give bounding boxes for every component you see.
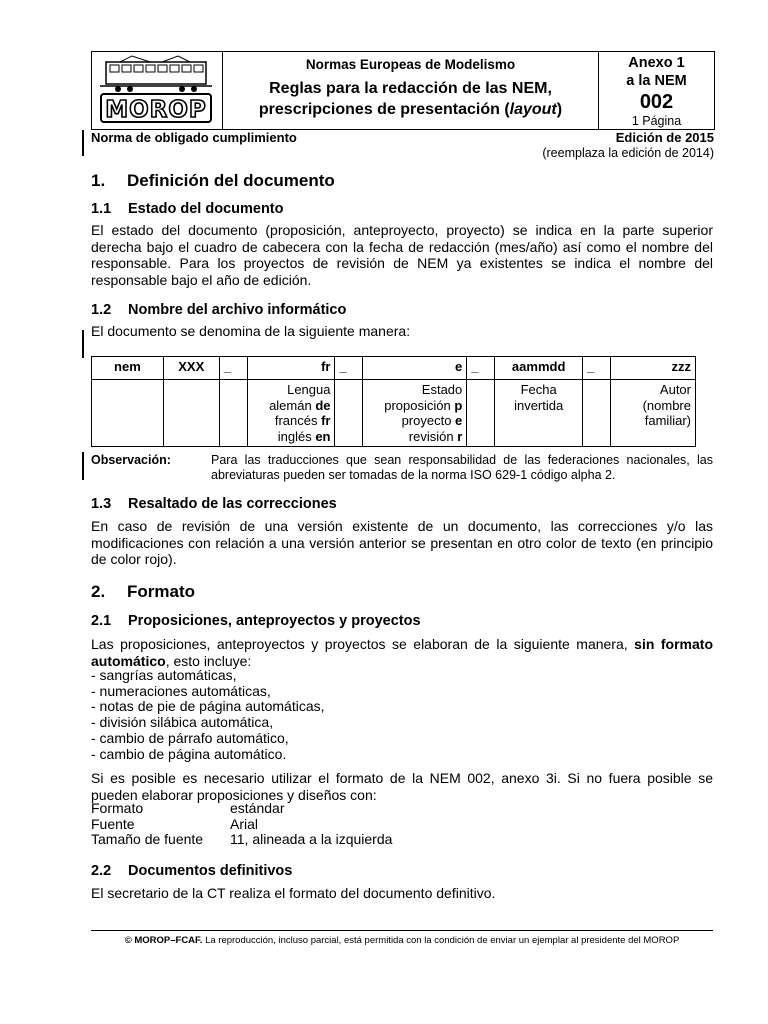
table-header-cell: aammdd (495, 357, 583, 380)
table-header-cell: fr (247, 357, 335, 380)
section-1-2-text: El documento se denomina de la siguiente manera: (91, 323, 411, 339)
table-header-cell: _ (219, 357, 247, 380)
table-header-cell: zzz (611, 357, 696, 380)
section-1-1-heading: 1.1 Estado del documento (91, 201, 284, 217)
logo-text: MOROP (105, 97, 207, 123)
replaces-label: (reemplaza la edición de 2014) (542, 146, 714, 160)
table-header-cell: _ (583, 357, 611, 380)
footer-owner: © MOROP–FCAF. (124, 935, 203, 946)
title-line-2: prescripciones de presentación (layout) (258, 101, 563, 118)
section-1-3-text: En caso de revisión de una versión existente de un documento, las correcciones y/o las modificaciones con relación a una versión anterior se presentan en otro color de texto (en principio de color rojo). (91, 518, 713, 567)
title-cell (223, 52, 599, 129)
change-bar (82, 130, 84, 156)
change-bar (82, 452, 84, 480)
footer-copyright (91, 935, 713, 946)
section-2-2-text: El secretario de la CT realiza el formato del documento definitivo. (91, 885, 496, 901)
no-autoformat-emphasis: sin formato automático (91, 636, 713, 669)
annex-target: a la NEM (626, 73, 687, 89)
annex-label: Anexo 1 (628, 55, 685, 71)
section-1-3-heading: 1.3 Resaltado de las correcciones (91, 496, 337, 512)
date-cell: Fecha invertida (495, 380, 583, 447)
title-line-1: Reglas para la redacción de las NEM, (269, 80, 552, 97)
observation-text: Para las traducciones que sean responsabilidad de las federaciones nacionales, las abreviaturas pueden ser tomadas de la norma ISO 629-1 código alpha 2. (211, 453, 713, 482)
table-header-row (92, 357, 696, 380)
header-box (91, 51, 715, 130)
standards-subtitle: Normas Europeas de Modelismo (305, 57, 516, 72)
table-header-cell: nem (92, 357, 164, 380)
change-bar (82, 330, 84, 358)
section-2-heading: 2. Formato (91, 582, 195, 601)
author-cell: Autor (nombre familiar) (611, 380, 696, 447)
language-cell: Lengua alemán de francés fr inglés en (247, 380, 335, 447)
footer-text: La reproducción, incluso parcial, está permitida con la condición de enviar un ejemplar al presidente del MOROP (202, 935, 680, 946)
section-2-1-heading: 2.1 Proposiciones, anteproyectos y proyectos (91, 613, 421, 629)
section-2-1-intro: Las proposiciones, anteproyectos y proyectos se elaboran de la siguiente manera, sin formato automático, esto incluye: (91, 636, 713, 669)
section-2-1-format-text: Si es posible es necesario utilizar el formato de la NEM 002, anexo 3i. Si no fuera posible se pueden elaborar proposiciones y diseños con: (91, 770, 713, 803)
list-item: - cambio de párrafo automático, (91, 729, 289, 746)
filename-table (91, 356, 696, 447)
list-item: - numeraciones automáticas, (91, 682, 271, 699)
footer-divider (91, 930, 713, 931)
list-item: - cambio de página automático. (91, 745, 287, 762)
format-row: Tamaño de fuente 11, alineada a la izquierda (91, 831, 393, 848)
title-emphasis: layout (509, 101, 557, 118)
annex-cell (599, 52, 714, 129)
state-cell: Estado proposición p proyecto e revisión r (363, 380, 467, 447)
page-count: 1 Página (631, 114, 682, 128)
locomotive-logo-icon (92, 52, 220, 128)
edition-label: Edición de 2015 (615, 130, 714, 145)
table-row (92, 380, 696, 447)
section-2-2-heading: 2.2 Documentos definitivos (91, 863, 293, 879)
list-item: - sangrías automáticas, (91, 667, 237, 683)
morop-logo (92, 52, 223, 129)
table-header-cell: _ (467, 357, 495, 380)
autoformat-list (91, 668, 325, 762)
document-title (223, 78, 598, 120)
annex-number: 002 (639, 91, 674, 113)
section-1-2-heading: 1.2 Nombre del archivo informático (91, 302, 347, 318)
list-item: - notas de pie de página automáticas, (91, 698, 325, 715)
section-1-heading: 1. Definición del documento (91, 171, 335, 190)
format-spec-list (91, 801, 392, 848)
observation-label: Observación: (91, 453, 171, 467)
mandatory-label: Norma de obligado cumplimiento (91, 130, 297, 145)
format-row: Formato estándar (91, 800, 285, 816)
table-header-cell: _ (335, 357, 363, 380)
section-1-1-text: El estado del documento (proposición, anteproyecto, proyecto) se indica en la parte superior derecha bajo el cuadro de cabecera con la fecha de redacción (mes/año) así como el nombre del responsable. Para los proyectos de revisión de NEM ya existentes se indica el nombre del responsable bajo el año de edición. (91, 222, 713, 288)
table-header-cell: XXX (163, 357, 219, 380)
format-row: Fuente Arial (91, 815, 259, 832)
list-item: - división silábica automática, (91, 714, 274, 731)
table-header-cell: e (363, 357, 467, 380)
